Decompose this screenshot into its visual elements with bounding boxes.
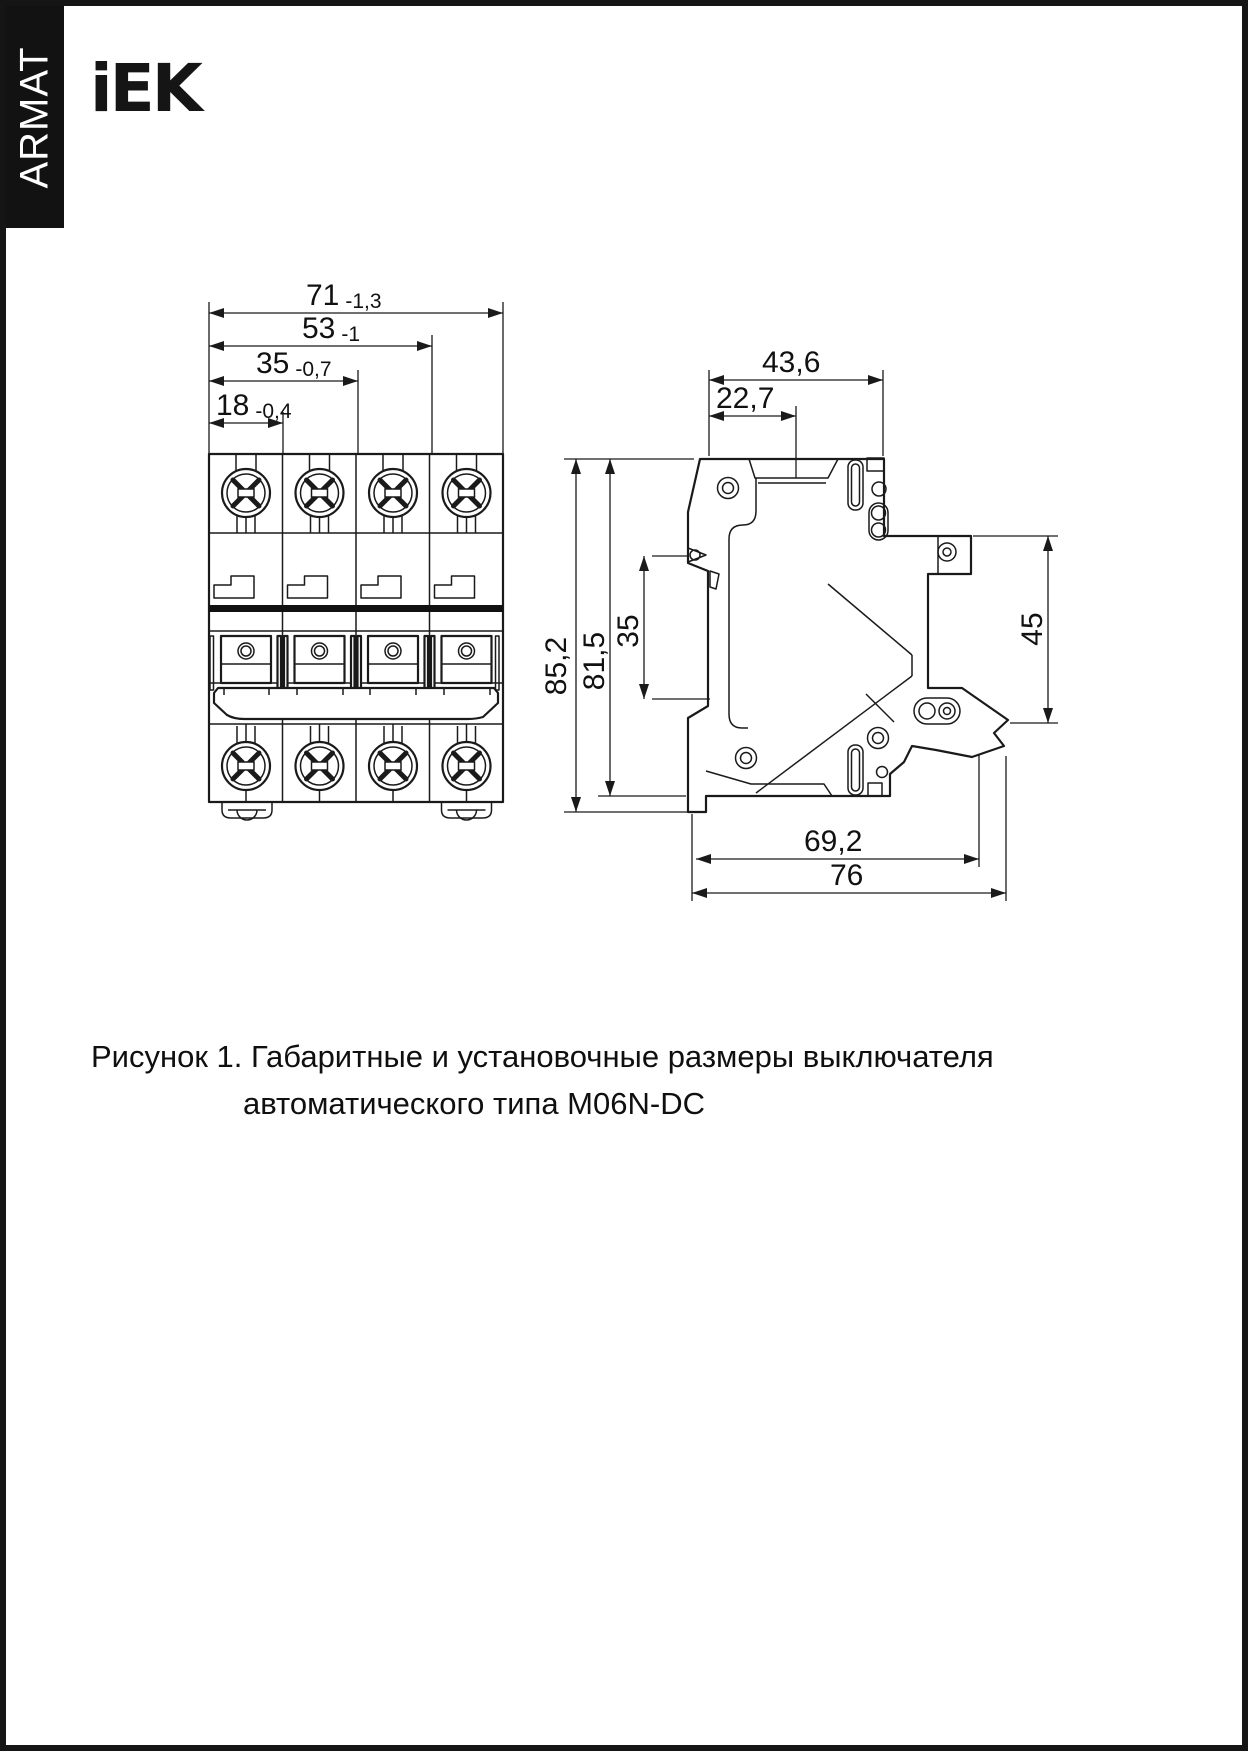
dim-width-35: 35 -0,7 [256, 347, 332, 381]
terminal-screw-bottom [443, 724, 491, 802]
side-view-drawing [688, 458, 1008, 812]
figure-caption-line1: Рисунок 1. Габаритные и установочные размеры выключателя [91, 1039, 994, 1074]
dim-rail-pitch-35: 35 [612, 614, 645, 648]
dim-height-81-5: 81,5 [578, 631, 611, 691]
terminal-screw-bottom [296, 724, 344, 802]
dim-depth-22-7: 22,7 [716, 382, 775, 415]
armat-vertical-label: ARMAT [12, 45, 57, 189]
dim-height-85-2: 85,2 [540, 636, 573, 696]
pole-tab [361, 576, 401, 598]
dim-width-18: 18 -0,4 [216, 389, 292, 423]
armat-brand-bar [6, 6, 64, 228]
mounting-foot [442, 802, 492, 820]
terminal-screw-top [443, 454, 491, 533]
indicator-window [368, 636, 418, 683]
terminal-screw-top [369, 454, 417, 533]
indicator-window [221, 636, 271, 683]
front-view-dimensions [209, 279, 503, 454]
side-view-dimensions [540, 346, 1058, 901]
front-view-drawing [209, 454, 503, 820]
terminal-screw-top [296, 454, 344, 533]
back-slot-bottom [848, 745, 863, 795]
terminal-screw-bottom [222, 724, 270, 802]
din-latch [914, 698, 960, 724]
figure-caption [91, 1034, 1011, 1127]
rivet [718, 478, 739, 499]
rivet [736, 748, 757, 769]
back-slot-top [848, 460, 863, 510]
dim-bottom-76: 76 [830, 859, 864, 892]
dim-depth-43-6: 43,6 [762, 346, 821, 379]
dim-back-45: 45 [1016, 612, 1049, 646]
pole-tab [288, 576, 328, 598]
indicator-window [442, 636, 492, 683]
indicator-window [295, 636, 345, 683]
terminal-screw-top [222, 454, 270, 533]
dimension-drawing [66, 236, 1246, 926]
pole-tab [214, 576, 254, 598]
dim-bottom-69-2: 69,2 [804, 825, 863, 858]
dim-width-71: 71 -1,3 [306, 279, 382, 313]
toggle-handle [214, 688, 498, 719]
pole-tab [435, 576, 475, 598]
rivet [868, 728, 889, 749]
dim-width-53: 53 -1 [302, 312, 361, 346]
terminal-screw-bottom [369, 724, 417, 802]
front-band [209, 605, 503, 612]
iek-logo: iEK [90, 50, 200, 127]
figure-caption-line2: автоматического типа M06N-DC [243, 1085, 705, 1121]
mounting-foot [222, 802, 272, 820]
